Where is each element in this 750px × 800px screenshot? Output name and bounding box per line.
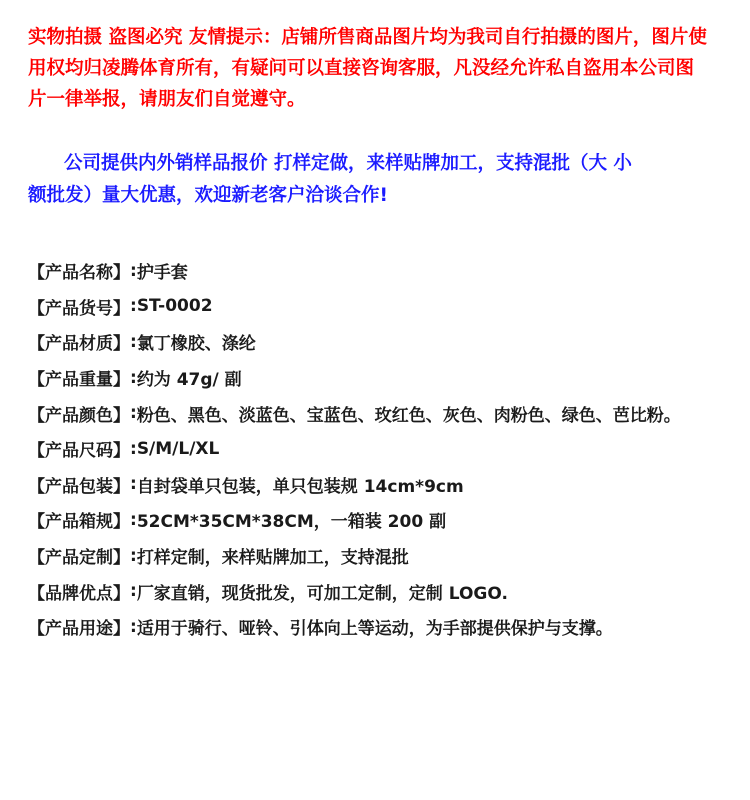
spec-value: ST-0002 [136,296,213,317]
spec-list [28,253,728,645]
spec-row-packaging [28,467,728,503]
spec-separator: : [130,331,137,352]
spec-label: 【产品定制】 [28,548,130,569]
spec-value: 氯丁橡胶、涤纶 [136,334,256,355]
spec-label: 【产品尺码】 [28,441,130,462]
copyright-notice: 实物拍摄 盗图必究 友情提示：店铺所售商品图片均为我司自行拍摄的图片，图片使用权均归凌腾体育所有，有疑问可以直接咨询客服，凡没经允许私自盗用本公司图片一律举报，请朋友们自觉遵守。 [28,27,707,110]
spec-label: 【品牌优点】 [28,583,130,604]
spec-row-material [28,324,728,360]
spec-label: 【产品名称】 [28,263,130,284]
spec-row-sizes [28,431,728,467]
spec-separator: : [130,403,137,424]
promo-text: 公司提供内外销样品报价 打样定做，来样贴牌加工，支持混批（大 小额批发）量大优惠，欢迎新老客户洽谈合作! [28,153,632,206]
spec-value: 厂家直销，现货批发，可加工定制，定制 LOGO. [136,583,508,604]
spec-separator: : [130,581,137,602]
spec-label: 【产品包装】 [28,476,130,497]
spec-label: 【产品颜色】 [28,405,130,426]
spec-row-advantages [28,573,728,609]
spec-label: 【产品货号】 [28,298,130,319]
spec-separator: : [130,509,137,530]
spec-row-carton [28,502,728,538]
spec-value: 打样定制，来样贴牌加工，支持混批 [136,548,409,569]
spec-separator: : [130,296,137,317]
spec-row-colors [28,395,728,431]
spec-row-weight [28,360,728,396]
spec-label: 【产品用途】 [28,619,130,640]
spec-row-sku [28,289,728,325]
spec-value: 适用于骑行、哑铃、引体向上等运动，为手部提供保护与支撑。 [136,619,613,640]
spec-value: 约为 47g/ 副 [136,370,242,391]
spec-separator: : [130,367,137,388]
spec-row-customization [28,538,728,574]
spec-separator: : [130,545,137,566]
spec-value: 粉色、黑色、淡蓝色、宝蓝色、玫红色、灰色、肉粉色、绿色、芭比粉。 [136,405,681,426]
spec-row-usage [28,609,728,645]
spec-label: 【产品材质】 [28,334,130,355]
spec-separator: : [130,616,137,637]
spec-label: 【产品重量】 [28,370,130,391]
spec-value: 52CM*35CM*38CM，一箱装 200 副 [136,512,447,533]
spec-value: S/M/L/XL [136,438,220,459]
spec-separator: : [130,474,137,495]
spec-value: 护手套 [136,263,188,284]
spec-separator: : [130,438,137,459]
spec-separator: : [130,260,137,281]
spec-row-name [28,253,728,289]
spec-label: 【产品箱规】 [28,512,130,533]
spec-value: 自封袋单只包装，单只包装规 14cm*9cm [136,476,464,497]
